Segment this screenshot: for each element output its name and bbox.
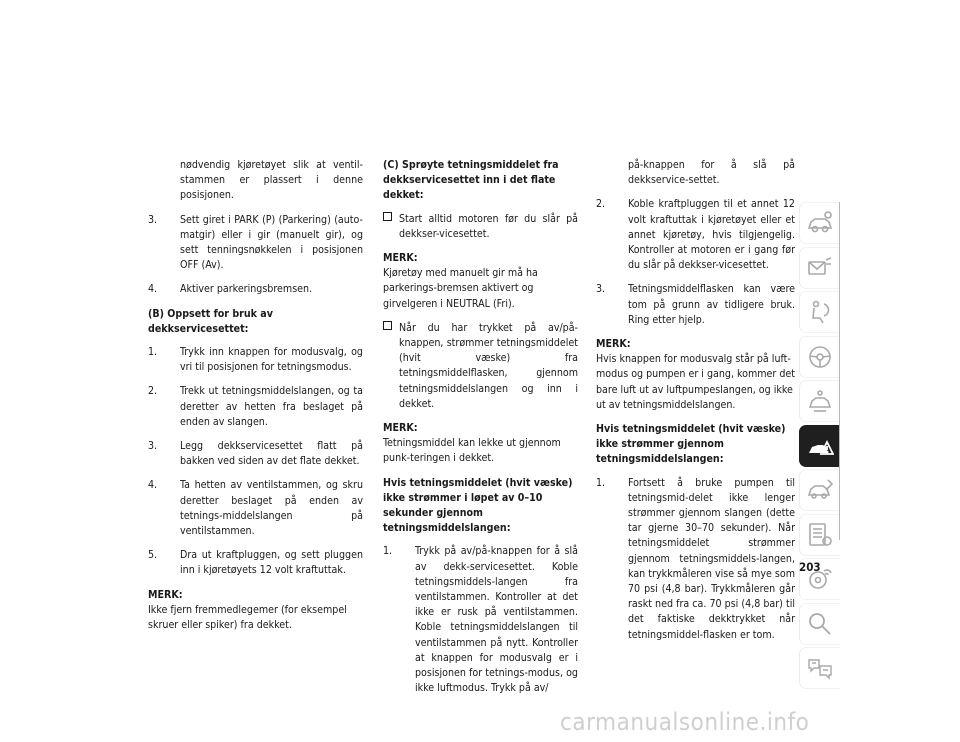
note-title: MERK: xyxy=(148,588,183,601)
list-item xyxy=(148,282,363,297)
note-title: MERK: xyxy=(383,252,418,265)
step-continuation: på-knappen for å slå på dekkservice-settet. xyxy=(628,159,795,187)
language-icon xyxy=(806,654,834,682)
tab-customer-assistance[interactable] xyxy=(799,603,840,645)
step-number: 3. xyxy=(596,283,606,296)
tab-vehicle-info[interactable] xyxy=(799,202,840,244)
list-item xyxy=(383,544,578,696)
checkbox-bullet-icon xyxy=(383,212,392,221)
note-text: Ikke fjern fremmedlegemer (for eksempel skruer eller spiker) fra dekket. xyxy=(148,603,347,632)
step-text: Fortsett å bruke pumpen til tetningsmid-delet ikke lenger strømmer gjennom slangen (dette tar gjerne 30–70 sekunder). Når tetningsmiddelet strømmer gjennom tetningsmiddels-langen, kan trykkmåleren vise så mye som 70 psi (4,8 bar). Trykkmåleren går raskt ned fra ca. 70 psi (4,8 bar) til det faktiske dekktrykket når tetningsmiddel-flasken er tom. xyxy=(628,476,795,641)
bullet-text: Når du har trykket på av/på-knappen, strømmer tetningsmiddelet (hvit væske) fra tetningsmiddelflasken, gjennom tetningsmiddelslangen og inn i dekket. xyxy=(399,321,578,410)
tab-safety[interactable] xyxy=(799,291,840,333)
step-number: 4. xyxy=(148,283,158,296)
note-block xyxy=(148,588,363,634)
list-item xyxy=(596,476,795,643)
section-heading-d: Hvis tetningsmiddelet (hvit væske) ikke strømmer i løpet av 0–10 sekunder gjennom tetningsmiddelslangen: xyxy=(383,476,573,535)
checkbox-bullet-icon xyxy=(383,321,392,330)
step-number: 1. xyxy=(383,545,393,558)
bullet-item xyxy=(383,321,578,412)
section-heading-c: (C) Sprøyte tetningsmiddelet fra dekkservicesettet inn i det flate dekket: xyxy=(383,159,559,202)
step-number: 5. xyxy=(148,549,158,562)
step-number: 1. xyxy=(148,346,158,359)
search-index-icon xyxy=(806,610,834,638)
column-2 xyxy=(383,158,578,706)
tab-instrument-panel[interactable] xyxy=(799,247,840,289)
note-text: Tetningsmiddel kan lekke ut gjennom punk-teringen i dekket. xyxy=(383,437,561,465)
step-text: Aktiver parkeringsbremsen. xyxy=(180,283,313,296)
note-text: Hvis knappen for modusvalg står på luft-modus og pumpen er i gang, kommer det bare luft ut av luftpumpeslangen, og ikke ut av tetningsmiddelslangen. xyxy=(596,353,795,411)
page-number: 203 xyxy=(799,560,821,574)
list-item xyxy=(596,197,795,273)
chapter-tabs xyxy=(799,202,839,692)
list-item xyxy=(148,213,363,274)
dashboard-message-icon xyxy=(806,254,834,282)
list-item xyxy=(596,282,795,328)
step-text: Trykk inn knappen for modusvalg, og vri til posisjonen for tetningsmodus. xyxy=(180,346,363,374)
step-number: 3. xyxy=(148,213,158,226)
airbag-safety-icon xyxy=(806,298,834,326)
column-3 xyxy=(596,158,795,652)
step-number: 2. xyxy=(596,198,606,211)
list-item xyxy=(148,345,363,375)
note-title: MERK: xyxy=(383,422,418,435)
service-car-icon xyxy=(806,476,834,504)
section-heading-b: (B) Oppsett for bruk av dekkservicesettet: xyxy=(148,307,273,335)
note-block xyxy=(383,251,578,312)
note-block xyxy=(596,337,795,413)
step-number: 4. xyxy=(148,479,158,492)
step-text: Legg dekkservicesettet flatt på bakken ved siden av det flate dekket. xyxy=(180,440,363,468)
step-text: Trekk ut tetningsmiddelslangen, og ta deretter av hetten fra beslaget på enden av slangen. xyxy=(180,385,363,428)
sidebar-divider xyxy=(839,202,840,540)
step-text: Koble kraftpluggen til et annet 12 volt kraftuttak i kjøretøyet eller et annet kjøretøy, hvis tilgjengelig. Kontroller at motoren er i gang før du slår på dekkser-vicesettet. xyxy=(628,198,795,272)
note-block xyxy=(383,421,578,467)
tab-driving[interactable] xyxy=(799,380,840,422)
step-number: 2. xyxy=(148,385,158,398)
note-title: MERK: xyxy=(596,338,631,351)
step-text: Tetningsmiddelflasken kan være tom på grunn av tidligere bruk. Ring etter hjelp. xyxy=(628,283,795,326)
emergency-triangle-icon xyxy=(806,432,834,460)
step-number: 3. xyxy=(148,440,158,453)
column-1 xyxy=(148,158,363,642)
list-item xyxy=(148,478,363,539)
tab-index[interactable] xyxy=(799,647,840,689)
tab-starting[interactable] xyxy=(799,336,840,378)
car-info-icon xyxy=(806,209,834,237)
tab-service[interactable] xyxy=(799,469,840,511)
steering-wheel-icon xyxy=(806,343,834,371)
intro-continuation: nødvendig kjøretøyet slik at ventil-stammen er plassert i denne posisjonen. xyxy=(180,159,363,202)
tab-emergency[interactable] xyxy=(799,425,840,467)
step-text: Ta hetten av ventilstammen, og skru deretter beslaget på enden av tetnings-middelslangen på ventilstammen. xyxy=(180,479,363,538)
list-item xyxy=(148,548,363,578)
list-item xyxy=(148,384,363,430)
section-heading-e: Hvis tetningsmiddelet (hvit væske) ikke strømmer gjennom tetningsmiddelslangen: xyxy=(596,423,786,466)
tab-specifications[interactable] xyxy=(799,514,840,556)
specifications-list-icon xyxy=(806,521,834,549)
step-text: Dra ut kraftpluggen, og sett pluggen inn i kjøretøyets 12 volt kraftuttak. xyxy=(180,549,363,577)
step-text: Trykk på av/på-knappen for å slå av dekk-servicesettet. Koble tetningsmiddels-langen fra ventilstammen. Kontroller at det ikke er rusk på ventilstammen. Koble tetningsmiddelslangen til ventilstammen på nytt. Kontroller at knappen for modusvalg er i posisjonen for tetnings-modus, og ikke luftmodus. Trykk på av/ xyxy=(415,545,578,695)
bullet-text: Start alltid motoren før du slår på dekkser-vicesettet. xyxy=(399,212,578,240)
driving-icon xyxy=(806,387,834,415)
step-text: Sett giret i PARK (P) (Parkering) (auto-matgir) eller i gir (manuelt gir), og sett tenningsnøkkelen i posisjonen OFF (Av). xyxy=(180,213,363,272)
step-number: 1. xyxy=(596,476,606,489)
note-text: Kjøretøy med manuelt gir må ha parkerings-bremsen aktivert og girvelgeren i NEUTRAL (Fri). xyxy=(383,267,538,310)
watermark: carmanualsonline.info xyxy=(560,708,810,736)
list-item xyxy=(148,439,363,469)
bullet-item xyxy=(383,212,578,242)
